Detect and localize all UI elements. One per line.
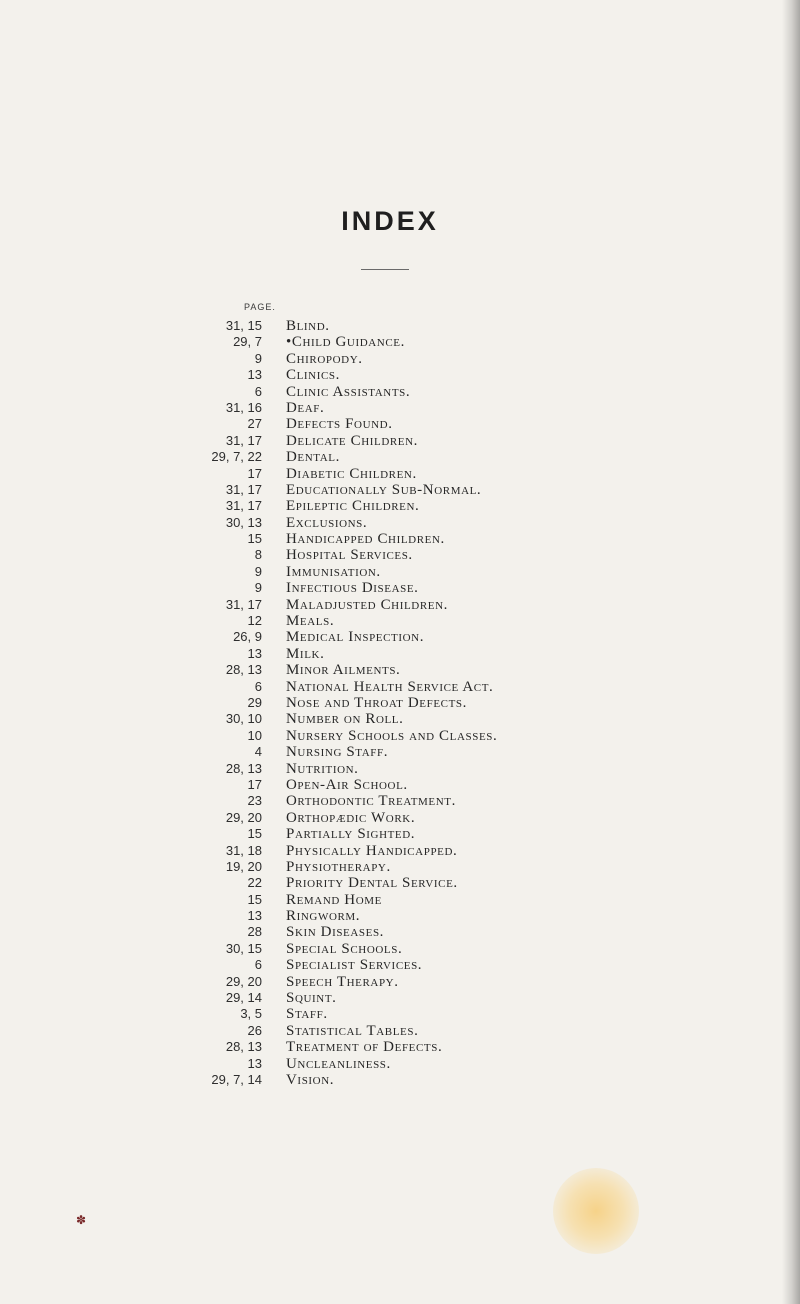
- index-entry: [0, 957, 780, 973]
- index-entry: [0, 761, 780, 777]
- entry-page-numbers: 10: [247, 727, 262, 743]
- index-entry: [0, 597, 780, 613]
- index-entry: [0, 1023, 780, 1039]
- entry-page-numbers: 28, 13: [225, 760, 262, 776]
- entry-subject: Clinics.: [286, 367, 340, 384]
- index-entry: [0, 695, 780, 711]
- entry-page-numbers: 23: [247, 793, 262, 809]
- index-entry: [0, 646, 780, 662]
- entry-page-numbers: 13: [247, 908, 262, 924]
- index-entry: [0, 351, 780, 367]
- entry-page-numbers: 13: [247, 367, 262, 383]
- entry-page-numbers: 13: [247, 1055, 262, 1071]
- entry-subject: Remand Home: [286, 891, 382, 908]
- index-entry: [0, 793, 780, 809]
- entry-subject: Minor Ailments.: [286, 662, 401, 679]
- entry-subject: Infectious Disease.: [286, 580, 419, 597]
- entry-page-numbers: 15: [247, 826, 262, 842]
- index-entry: [0, 908, 780, 924]
- entry-page-numbers: 12: [247, 613, 262, 629]
- entry-page-numbers: 29, 7, 22: [211, 449, 262, 465]
- index-list: [0, 318, 780, 1088]
- index-entry: [0, 1039, 780, 1055]
- entry-subject: Chiropody.: [286, 350, 363, 367]
- margin-mark-icon: ✽: [76, 1213, 87, 1227]
- entry-subject: Epileptic Children.: [286, 498, 420, 515]
- entry-subject: Blind.: [286, 318, 330, 334]
- entry-subject: Open-Air School.: [286, 776, 408, 793]
- entry-page-numbers: 15: [247, 531, 262, 547]
- entry-subject: Skin Diseases.: [286, 924, 385, 941]
- entry-subject: Handicapped Children.: [286, 531, 445, 548]
- entry-page-numbers: 9: [254, 563, 262, 579]
- entry-page-numbers: 6: [254, 678, 262, 694]
- entry-page-numbers: 31, 17: [225, 596, 262, 612]
- index-entry: [0, 744, 780, 760]
- page-title: INDEX: [341, 206, 439, 237]
- entry-page-numbers: 28: [247, 924, 262, 940]
- entry-subject: Educationally Sub-Normal.: [286, 481, 482, 498]
- entry-subject: Diabetic Children.: [286, 465, 417, 482]
- index-entry: [0, 367, 780, 383]
- entry-subject: Ringworm.: [286, 908, 361, 925]
- entry-subject: Exclusions.: [286, 514, 368, 531]
- entry-page-numbers: 9: [254, 580, 262, 596]
- entry-subject: Deaf.: [286, 399, 325, 416]
- entry-page-numbers: 28, 13: [225, 1039, 262, 1055]
- entry-page-numbers: 8: [254, 547, 262, 563]
- entry-subject: Delicate Children.: [286, 432, 419, 449]
- index-entry: [0, 318, 780, 334]
- entry-page-numbers: 15: [247, 891, 262, 907]
- index-entry: [0, 924, 780, 940]
- entry-subject: Nursery Schools and Classes.: [286, 727, 498, 744]
- entry-subject: Uncleanliness.: [286, 1055, 391, 1072]
- entry-page-numbers: 17: [247, 465, 262, 481]
- entry-page-numbers: 29, 7, 14: [211, 1071, 262, 1087]
- entry-page-numbers: 19, 20: [225, 858, 262, 874]
- entry-subject: Dental.: [286, 449, 340, 466]
- index-entry: [0, 875, 780, 891]
- index-entry: [0, 482, 780, 498]
- index-entry: [0, 416, 780, 432]
- index-entry: [0, 400, 780, 416]
- entry-page-numbers: 6: [254, 957, 262, 973]
- index-entry: [0, 334, 780, 350]
- entry-subject: Milk.: [286, 645, 325, 662]
- entry-page-numbers: 30, 13: [225, 514, 262, 530]
- index-entry: [0, 974, 780, 990]
- entry-subject: Nursing Staff.: [286, 744, 389, 761]
- entry-page-numbers: 27: [247, 416, 262, 432]
- entry-subject: Special Schools.: [286, 940, 403, 957]
- index-entry: [0, 384, 780, 400]
- entry-subject: Partially Sighted.: [286, 826, 416, 843]
- index-entry: [0, 531, 780, 547]
- index-entry: [0, 466, 780, 482]
- entry-page-numbers: 30, 15: [225, 940, 262, 956]
- entry-page-numbers: 31, 16: [225, 399, 262, 415]
- index-entry: [0, 941, 780, 957]
- index-entry: [0, 728, 780, 744]
- index-entry: [0, 449, 780, 465]
- entry-subject: Specialist Services.: [286, 957, 423, 974]
- index-entry: [0, 711, 780, 727]
- page-edge-shadow: [782, 0, 800, 1304]
- entry-page-numbers: 31, 17: [225, 432, 262, 448]
- entry-subject: Physically Handicapped.: [286, 842, 458, 859]
- entry-subject: Squint.: [286, 990, 337, 1007]
- entry-page-numbers: 17: [247, 776, 262, 792]
- entry-subject: Meals.: [286, 613, 335, 630]
- entry-subject: National Health Service Act.: [286, 678, 494, 695]
- title-rule: [361, 269, 409, 270]
- entry-subject: Clinic Assistants.: [286, 383, 411, 400]
- index-entry: [0, 843, 780, 859]
- entry-subject: Treatment of Defects.: [286, 1039, 443, 1056]
- entry-subject: Staff.: [286, 1006, 328, 1023]
- index-entry: [0, 679, 780, 695]
- entry-subject: Number on Roll.: [286, 711, 404, 728]
- index-entry: [0, 777, 780, 793]
- index-entry: [0, 662, 780, 678]
- index-entry: [0, 564, 780, 580]
- entry-subject: Defects Found.: [286, 416, 393, 433]
- index-entry: [0, 547, 780, 563]
- index-entry: [0, 629, 780, 645]
- entry-page-numbers: 4: [254, 744, 262, 760]
- entry-page-numbers: 13: [247, 645, 262, 661]
- entry-page-numbers: 29, 20: [225, 809, 262, 825]
- entry-subject: Speech Therapy.: [286, 973, 399, 990]
- entry-page-numbers: 29, 20: [225, 973, 262, 989]
- entry-page-numbers: 31, 18: [225, 842, 262, 858]
- index-entry: [0, 1072, 780, 1088]
- index-entry: [0, 810, 780, 826]
- entry-subject: Orthopædic Work.: [286, 809, 416, 826]
- entry-subject: Immunisation.: [286, 563, 381, 580]
- index-entry: [0, 859, 780, 875]
- index-entry: [0, 1056, 780, 1072]
- entry-subject: Vision.: [286, 1071, 335, 1088]
- entry-page-numbers: 3, 5: [240, 1006, 262, 1022]
- entry-subject: Priority Dental Service.: [286, 875, 458, 892]
- entry-subject: Physiotherapy.: [286, 858, 391, 875]
- entry-subject: •Child Guidance.: [286, 334, 405, 351]
- entry-page-numbers: 29: [247, 694, 262, 710]
- entry-page-numbers: 29, 14: [225, 990, 262, 1006]
- index-entry: [0, 498, 780, 514]
- index-entry: [0, 1006, 780, 1022]
- index-entry: [0, 892, 780, 908]
- entry-subject: Maladjusted Children.: [286, 596, 448, 613]
- entry-subject: Nutrition.: [286, 760, 359, 777]
- entry-page-numbers: 9: [254, 350, 262, 366]
- paper-stain: [553, 1168, 639, 1254]
- page-column-header: PAGE.: [244, 302, 276, 312]
- index-entry: [0, 826, 780, 842]
- entry-subject: Statistical Tables.: [286, 1022, 419, 1039]
- entry-page-numbers: 30, 10: [225, 711, 262, 727]
- entry-subject: Orthodontic Treatment.: [286, 793, 456, 810]
- entry-page-numbers: 29, 7: [233, 334, 262, 350]
- entry-subject: Hospital Services.: [286, 547, 413, 564]
- index-entry: [0, 515, 780, 531]
- entry-page-numbers: 26: [247, 1022, 262, 1038]
- entry-page-numbers: 28, 13: [225, 662, 262, 678]
- entry-page-numbers: 6: [254, 383, 262, 399]
- entry-subject: Nose and Throat Defects.: [286, 694, 467, 711]
- entry-page-numbers: 31, 17: [225, 481, 262, 497]
- entry-page-numbers: 26, 9: [233, 629, 262, 645]
- entry-subject: Medical Inspection.: [286, 629, 425, 646]
- entry-page-numbers: 31, 15: [225, 318, 262, 333]
- entry-page-numbers: 31, 17: [225, 498, 262, 514]
- index-entry: [0, 580, 780, 596]
- index-entry: [0, 613, 780, 629]
- entry-page-numbers: 22: [247, 875, 262, 891]
- index-entry: [0, 990, 780, 1006]
- index-entry: [0, 433, 780, 449]
